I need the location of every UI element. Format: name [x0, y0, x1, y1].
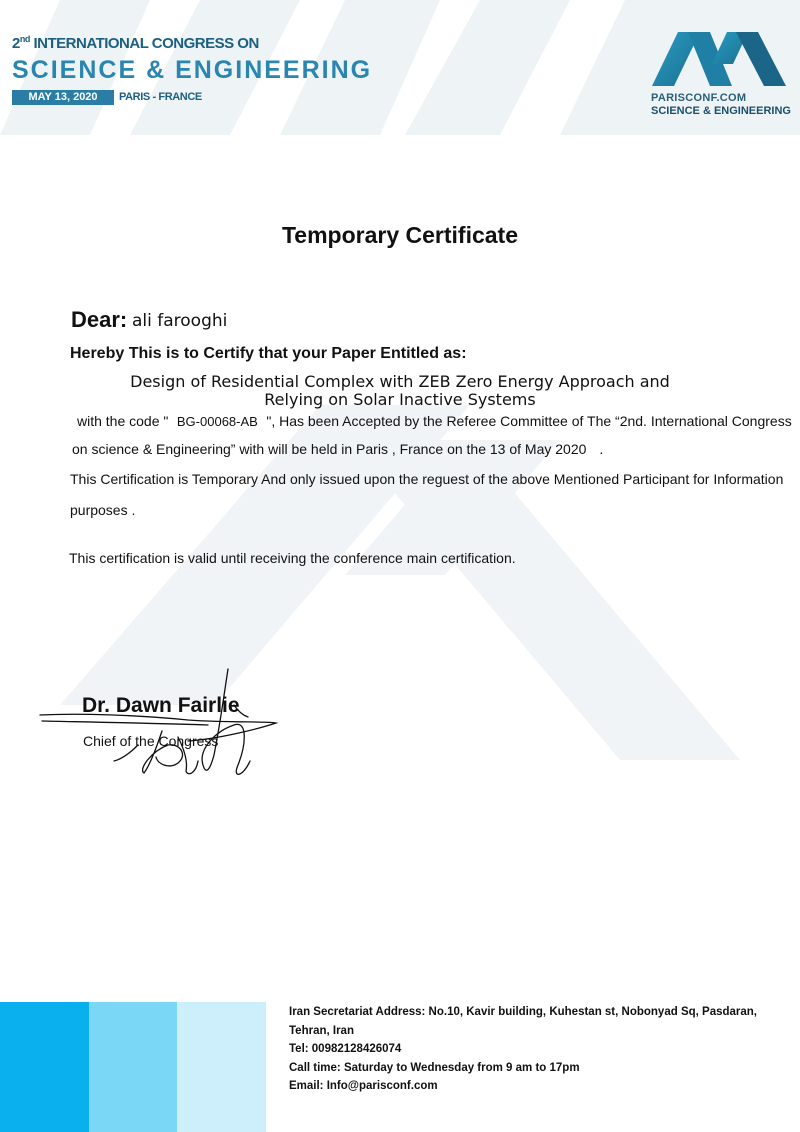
temporary-notice-line1: This Certification is Temporary And only issued upon the reguest of the above Mentioned Participant for Information: [70, 471, 784, 487]
handwritten-signature: [38, 665, 288, 785]
footer-color-blocks: [0, 1002, 266, 1132]
dear-label: Dear:: [71, 307, 128, 332]
logo-tagline: SCIENCE & ENGINEERING: [651, 105, 791, 117]
code-line: [77, 413, 792, 429]
event-line: [72, 441, 603, 457]
footer-email[interactable]: Email: Info@parisconf.com: [289, 1080, 438, 1092]
footer-address-line1: Iran Secretariat Address: No.10, Kavir building, Kuhestan st, Nobonyad Sq, Pasdaran,: [289, 1006, 757, 1018]
congress-title-line1: INTERNATIONAL CONGRESS ON: [29, 35, 259, 52]
edition-number: 2: [12, 35, 20, 52]
event-place: PARIS - FRANCE: [119, 91, 202, 103]
footer-call-time: Call time: Saturday to Wednesday from 9 am to 17pm: [289, 1061, 580, 1074]
paper-title: Design of Residential Complex with ZEB Zero Energy Approach and Relying on Solar Inactive Systems: [130, 372, 670, 409]
edition-suffix: nd: [19, 34, 30, 44]
certificate-title: Temporary Certificate: [281, 222, 519, 248]
logo-domain: PARISCONF.COM: [651, 92, 747, 104]
code-suffix: ", Has been Accepted by the Referee Committee of The “2nd. International Congress: [266, 413, 792, 429]
code-prefix: with the code ": [77, 413, 169, 429]
event-date-badge: MAY 13, 2020: [12, 90, 114, 105]
footer-block-3: [177, 1002, 266, 1132]
recipient-name: ali farooghi: [132, 311, 228, 331]
paper-code: BG-00068-AB: [176, 414, 258, 429]
certification-heading: Hereby This is to Certify that your Paper Entitled as:: [70, 345, 467, 362]
temporary-notice-line2: purposes .: [70, 502, 136, 518]
footer-address-line2: Tehran, Iran: [289, 1024, 354, 1037]
event-line-end: .: [599, 441, 604, 457]
signatory-role: Chief of the Congress: [83, 733, 219, 749]
validity-notice: This certification is valid until receiving the conference main certification.: [69, 550, 516, 566]
footer-tel: Tel: 00982128426074: [289, 1043, 402, 1055]
footer-block-1: [0, 1002, 89, 1132]
footer-block-2: [89, 1002, 177, 1132]
event-text: on science & Engineering” with will be held in Paris , France on the 13 of May 2020: [72, 441, 587, 457]
signatory-name: Dr. Dawn Fairlie: [82, 694, 240, 717]
parisconf-logo-icon: [650, 30, 790, 90]
footer-contact: [289, 1003, 789, 1096]
congress-title: SCIENCE & ENGINEERING: [12, 56, 373, 84]
congress-edition-line: [12, 34, 259, 52]
